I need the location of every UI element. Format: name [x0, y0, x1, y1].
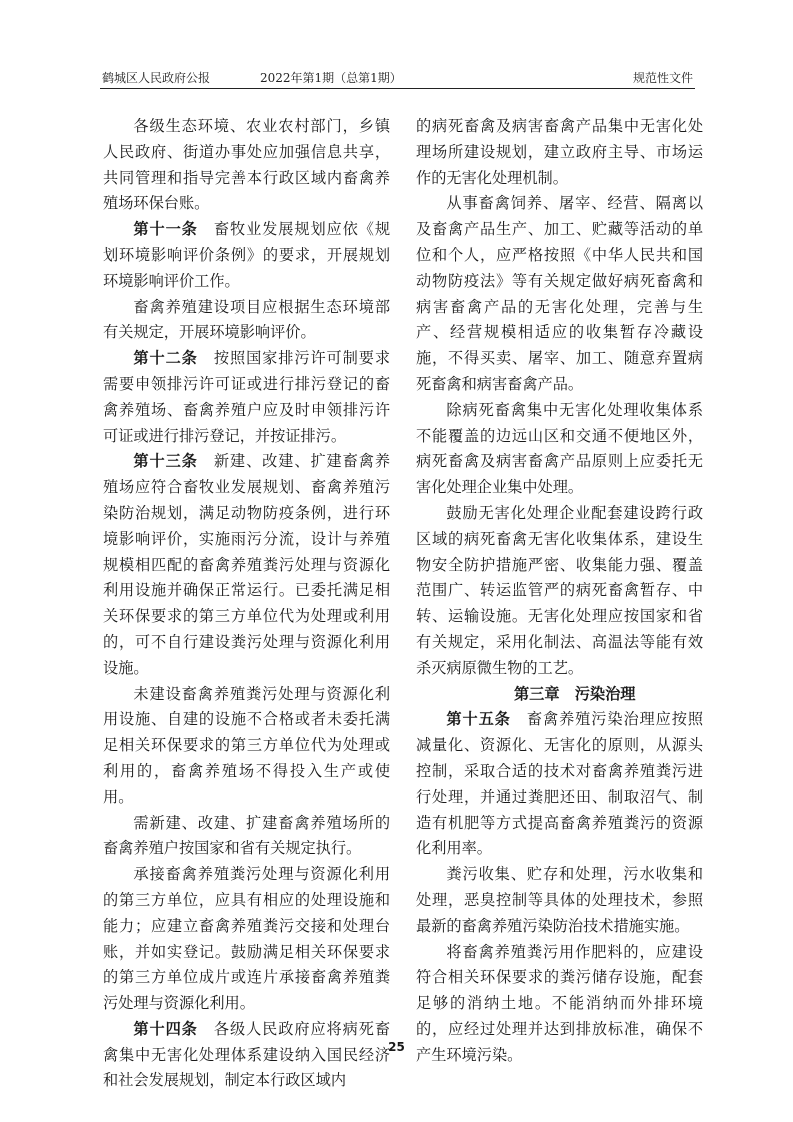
- header-issue: 2022年第1期（总第1期）: [260, 71, 402, 85]
- left-column: [103, 114, 390, 1094]
- article-text: 畜牧业发展规划应依《规划环境影响评价条例》的要求，开展规划环境影响评价工作。: [103, 220, 391, 290]
- body-paragraph: 各级生态环境、农业农村部门，乡镇人民政府、街道办事处应加强信息共享，共同管理和指导完善本行政区域内畜禽养殖场环保台账。: [103, 117, 390, 213]
- article-label: 第十五条: [446, 710, 511, 729]
- body-paragraph: 未建设畜禽养殖粪污处理与资源化利用设施、自建的设施不合格或者未委托满足相关环保要求的第三方单位代为处理或利用的，畜禽养殖场不得投入生产或使用。: [103, 684, 390, 806]
- right-column: [416, 114, 703, 1068]
- body-paragraph: 承接畜禽养殖粪污处理与资源化利用的第三方单位，应具有相应的处理设施和能力；应建立畜禽养殖粪污交接和处理台账，并如实登记。鼓励满足相关环保要求的第三方单位成片或连片承接畜禽养殖粪污处理与资源化利用。: [103, 865, 390, 1013]
- header-publication: 鹤城区人民政府公报: [102, 71, 211, 85]
- article-label: 第十二条: [133, 349, 198, 368]
- header-section: 规范性文件: [632, 71, 693, 85]
- article-label: 第十一条: [133, 220, 198, 239]
- chapter-heading: 第三章 污染治理: [513, 684, 636, 703]
- header-rule: [100, 88, 695, 89]
- article-paragraph: [103, 217, 390, 294]
- body-paragraph: 畜禽养殖建设项目应根据生态环境部有关规定，开展环境影响评价。: [103, 297, 390, 342]
- page-number: 25: [388, 1040, 405, 1054]
- body-paragraph: 鼓励无害化处理企业配套建设跨行政区域的病死畜禽无害化收集体系，建设生物安全防护措施严密、收集能力强、覆盖范围广、转运监管严的病死畜禽暂存、中转、运输设施。无害化处理应按国家和省有关规定，采用化制法、高温法等能有效杀灭病原微生物的工艺。: [416, 503, 703, 677]
- article-text: 各级人民政府应将病死畜禽集中无害化处理体系建设纳入国民经济和社会发展规划，制定本行政区域内: [103, 1019, 391, 1090]
- article-paragraph: [416, 707, 703, 862]
- article-text: 新建、改建、扩建畜禽养殖场应符合畜牧业发展规划、畜禽养殖污染防治规划，满足动物防疫条例，进行环境影响评价，实施雨污分流，设计与养殖规模相匹配的畜禽养殖粪污处理与资源化利用设施并确保正常运行。已委托满足相关环保要求的第三方单位代为处理或利用的，可不自行建设粪污处理与资源化利用设施。: [103, 452, 391, 677]
- body-paragraph: 的病死畜禽及病害畜禽产品集中无害化处理场所建设规划，建立政府主导、市场运作的无害化处理机制。: [416, 117, 703, 187]
- article-text: 按照国家排污许可制要求需要申领排污许可证或进行排污登记的畜禽养殖场、畜禽养殖户应及时申领排污许可证或进行排污登记，并按证排污。: [103, 349, 391, 445]
- article-paragraph: [103, 449, 390, 681]
- body-paragraph: 从事畜禽饲养、屠宰、经营、隔离以及畜禽产品生产、加工、贮藏等活动的单位和个人，应严格按照《中华人民共和国动物防疫法》等有关规定做好病死畜禽和病害畜禽产品的无害化处理，完善与生产、经营规模相适应的收集暂存冷藏设施，不得买卖、屠宰、加工、随意弃置病死畜禽和病害畜禽产品。: [416, 194, 703, 393]
- body-paragraph: 除病死畜禽集中无害化处理收集体系不能覆盖的边远山区和交通不便地区外，病死畜禽及病害畜禽产品原则上应委托无害化处理企业集中处理。: [416, 400, 703, 497]
- body-paragraph: 粪污收集、贮存和处理，污水收集和处理，恶臭控制等具体的处理技术，参照最新的畜禽养殖污染防治技术措施实施。: [416, 865, 703, 935]
- body-paragraph: 将畜禽养殖粪污用作肥料的，应建设符合相关环保要求的粪污储存设施，配套足够的消纳土地。不能消纳而外排环境的，应经过处理并达到排放标准，确保不产生环境污染。: [416, 942, 703, 1064]
- article-text: 畜禽养殖污染治理应按照减量化、资源化、无害化的原则，从源头控制，采取合适的技术对畜禽养殖粪污进行处理，并通过粪肥还田、制取沼气、制造有机肥等方式提高畜禽养殖粪污的资源化利用率。: [416, 710, 704, 858]
- article-label: 第十三条: [133, 452, 198, 471]
- article-label: 第十四条: [133, 1019, 198, 1038]
- body-paragraph: 需新建、改建、扩建畜禽养殖场所的畜禽养殖户按国家和省有关规定执行。: [103, 813, 390, 858]
- article-paragraph: [103, 1017, 390, 1094]
- article-paragraph: [103, 346, 390, 449]
